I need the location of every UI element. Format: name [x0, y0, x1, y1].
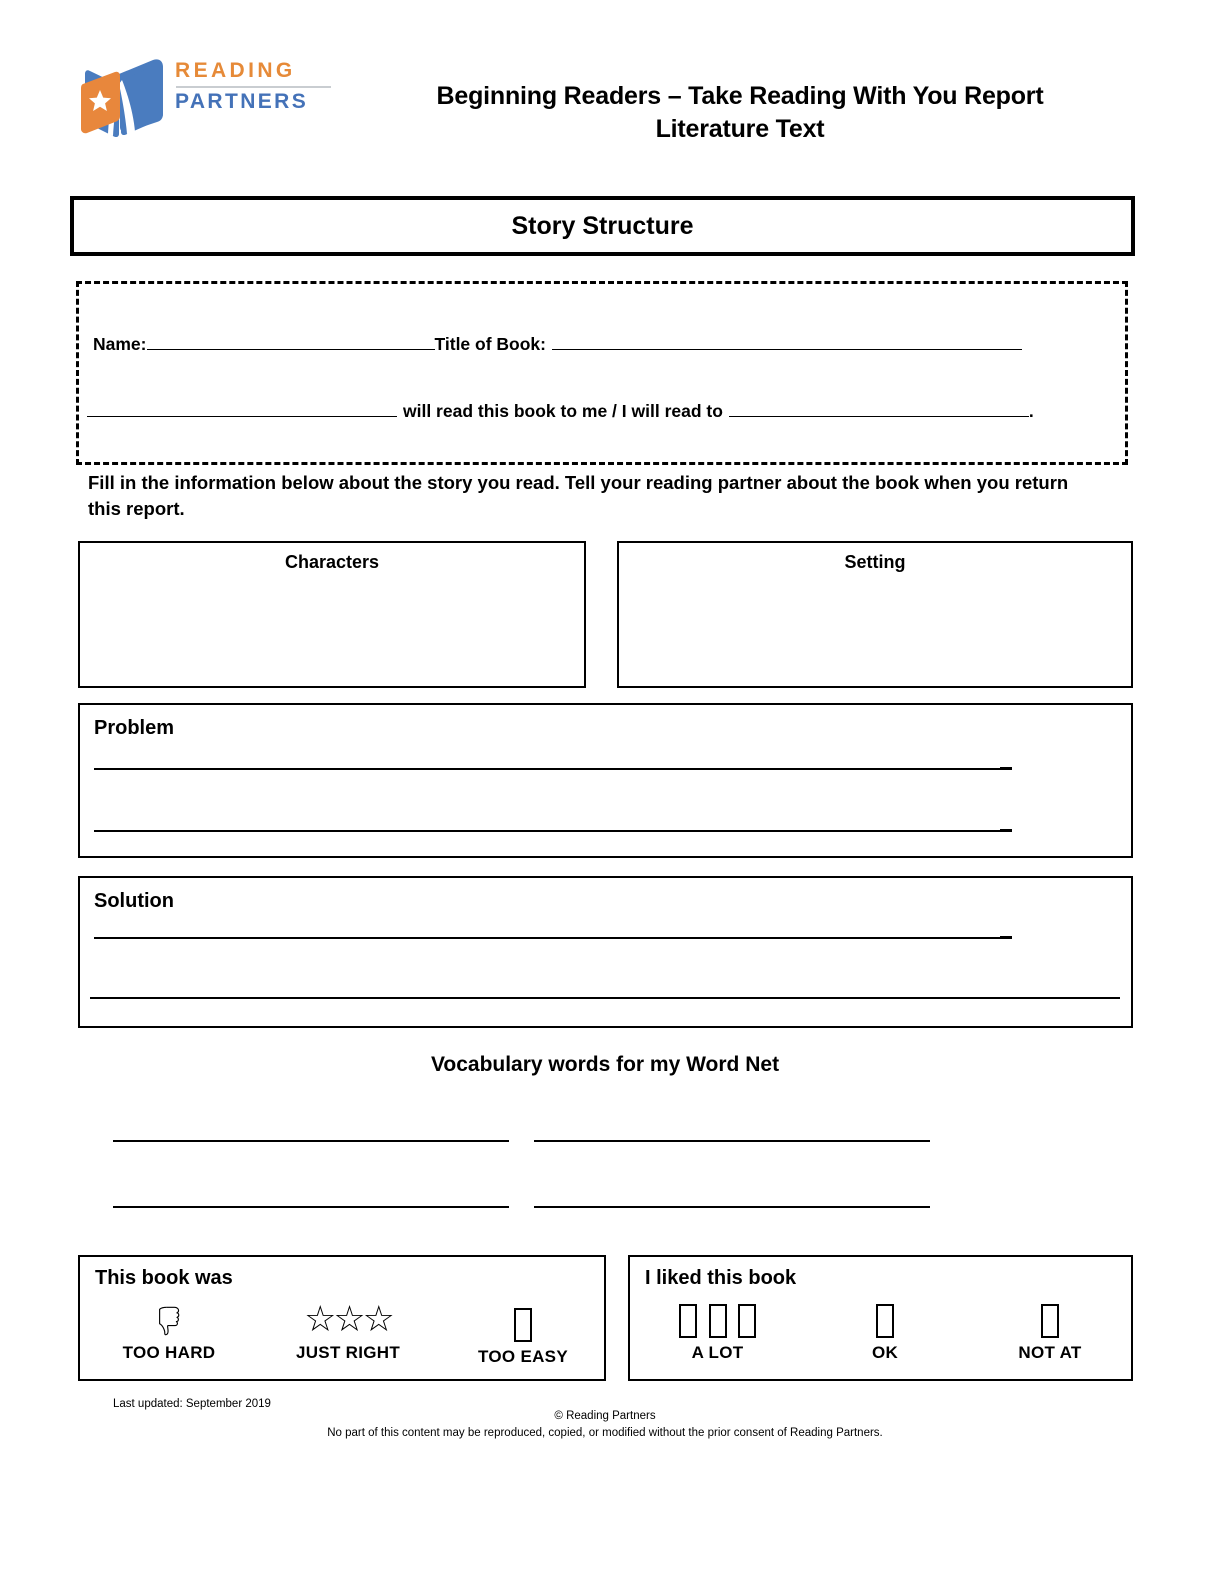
read-statement-period: .: [1028, 401, 1034, 422]
name-label: Name:: [93, 334, 147, 355]
characters-box[interactable]: [78, 541, 586, 688]
vocabulary-blank-3[interactable]: [113, 1206, 509, 1208]
title-of-book-label: Title of Book:: [434, 334, 546, 355]
story-structure-banner: [70, 196, 1135, 256]
missing-glyph-box-icon: [965, 1299, 1133, 1341]
footer-notice: No part of this content may be reproduced, copied, or modified without the prior consent of Reading Partners.: [327, 1426, 883, 1439]
enjoyment-option-ok[interactable]: [805, 1299, 965, 1363]
document-title-line-1: Beginning Readers – Take Reading With You Report: [436, 82, 1044, 110]
page-header: [0, 0, 1210, 175]
logo-reading-text: READING: [175, 59, 296, 82]
read-to-input-blank[interactable]: [729, 399, 1029, 417]
document-title-line-2: Literature Text: [655, 115, 825, 143]
problem-label: Problem: [94, 717, 175, 739]
difficulty-rating-box: [78, 1255, 606, 1381]
problem-write-line-1[interactable]: [94, 768, 1006, 770]
solution-write-line-2[interactable]: [90, 997, 1120, 999]
missing-glyph-box-icon: [438, 1303, 606, 1345]
vocabulary-blank-4[interactable]: [534, 1206, 930, 1208]
vocabulary-blank-2[interactable]: [534, 1140, 930, 1142]
tofu-box: [1041, 1304, 1059, 1338]
tofu-box: [679, 1304, 697, 1338]
enjoyment-option-ok-label: OK: [871, 1343, 899, 1362]
enjoyment-rating-box: [628, 1255, 1133, 1381]
difficulty-option-too-easy-label: TOO EASY: [478, 1347, 568, 1366]
enjoyment-option-not-at-label: NOT AT: [1018, 1343, 1082, 1362]
enjoyment-option-not-at[interactable]: [965, 1299, 1133, 1363]
student-identity-box: [76, 281, 1128, 465]
tofu-box: [514, 1308, 532, 1342]
solution-box[interactable]: [78, 876, 1133, 1028]
difficulty-rating-heading: This book was: [95, 1267, 233, 1289]
name-and-book-row: [93, 332, 1113, 355]
difficulty-rating-options: [80, 1298, 604, 1366]
solution-label: Solution: [94, 890, 174, 912]
banner-title: Story Structure: [511, 211, 694, 240]
logo-divider: [176, 86, 331, 88]
enjoyment-rating-heading: I liked this book: [645, 1267, 797, 1289]
problem-write-line-2[interactable]: [94, 830, 1006, 832]
footer-copyright-block: [0, 1408, 1210, 1441]
footer-copyright: © Reading Partners: [554, 1410, 656, 1422]
three-stars-icon: ☆☆☆: [304, 1298, 392, 1339]
difficulty-option-just-right[interactable]: [258, 1299, 438, 1363]
setting-box[interactable]: [617, 541, 1133, 688]
enjoyment-rating-options: [630, 1299, 1131, 1363]
logo-wordmark: [175, 60, 335, 113]
enjoyment-option-a-lot-label: A LOT: [691, 1343, 744, 1362]
vocabulary-blank-1[interactable]: [113, 1140, 509, 1142]
logo-partners-text: PARTNERS: [175, 90, 309, 114]
difficulty-option-just-right-label: JUST RIGHT: [295, 1343, 401, 1362]
setting-label: Setting: [844, 552, 906, 572]
tofu-box: [876, 1304, 894, 1338]
enjoyment-option-a-lot[interactable]: [630, 1299, 805, 1363]
thumbs-down-icon: [80, 1299, 258, 1341]
reader-name-input-blank[interactable]: [87, 399, 397, 417]
title-of-book-input-blank[interactable]: [552, 332, 1022, 350]
vocabulary-title: Vocabulary words for my Word Net: [430, 1053, 780, 1076]
logo: [75, 52, 335, 144]
problem-box[interactable]: [78, 703, 1133, 858]
instructions-text: Fill in the information below about the story you read. Tell your reading partner about the book when you return this report.: [88, 472, 1069, 520]
read-statement-text: will read this book to me / I will read to: [403, 401, 723, 422]
footer-last-updated: Last updated: September 2019: [113, 1398, 271, 1410]
document-title: [345, 80, 1135, 146]
tofu-box: [709, 1304, 727, 1338]
reader-statement-row: [87, 399, 1117, 422]
reading-partners-books-logo-icon: [75, 54, 171, 140]
difficulty-option-too-easy[interactable]: [438, 1303, 606, 1367]
name-input-blank[interactable]: [147, 332, 435, 350]
characters-label: Characters: [284, 552, 380, 572]
difficulty-option-too-hard[interactable]: [80, 1299, 258, 1363]
difficulty-option-too-hard-label: TOO HARD: [122, 1343, 216, 1362]
tofu-box: [738, 1304, 756, 1338]
solution-write-line-1[interactable]: [94, 937, 1006, 939]
missing-glyph-box-triple-icon: [630, 1299, 805, 1341]
missing-glyph-box-icon: [805, 1299, 965, 1341]
